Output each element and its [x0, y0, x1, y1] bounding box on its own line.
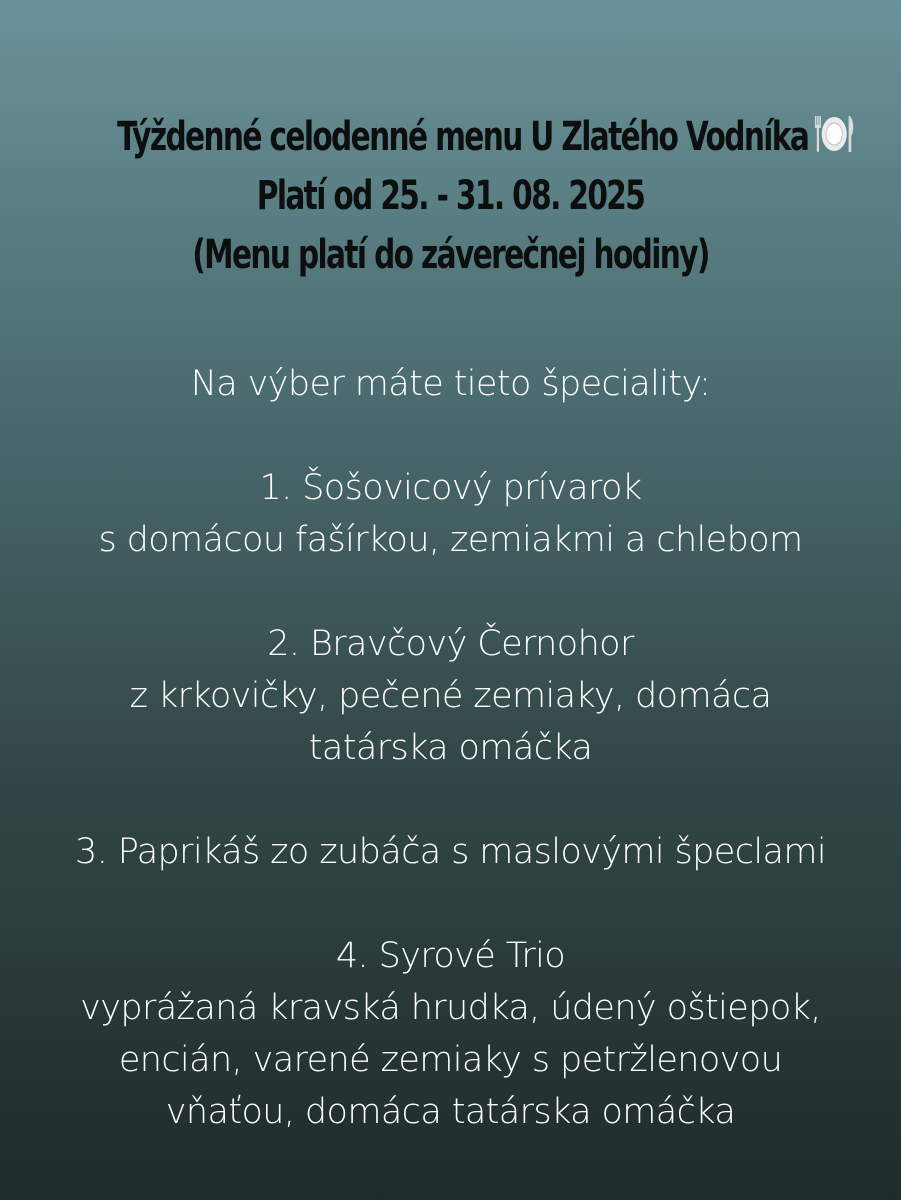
- fork-knife-plate-icon: [813, 112, 856, 156]
- menu-item-2: [0, 618, 901, 774]
- intro-text: Na výber máte tieto špeciality:: [190, 364, 711, 404]
- menu-item-desc: tatárska omáčka: [308, 728, 593, 768]
- title-text: Týždenné celodenné menu U Zlatého Vodníka: [117, 114, 809, 160]
- menu-item-3: [0, 826, 901, 878]
- menu-title-block: [0, 108, 901, 285]
- menu-content: [0, 358, 901, 1138]
- menu-item-name: 4. Syrové Trio: [335, 936, 566, 976]
- menu-item-4: [0, 930, 901, 1138]
- menu-item-name: 1. Šošovicový prívarok: [259, 468, 642, 508]
- title-line-3: (Menu platí do záverečnej hodiny): [192, 232, 709, 278]
- title-line-2: Platí od 25. - 31. 08. 2025: [256, 173, 645, 219]
- menu-item-1: [0, 462, 901, 566]
- menu-item-desc: vyprážaná kravská hrudka, údený oštiepok,: [80, 988, 821, 1028]
- menu-item-desc: encián, varené zemiaky s petržlenovou: [118, 1040, 783, 1080]
- menu-item-name: 2. Bravčový Černohor: [267, 624, 634, 664]
- menu-item-desc: vňaťou, domáca tatárska omáčka: [165, 1092, 736, 1132]
- menu-item-desc: s domácou fašírkou, zemiakmi a chlebom: [98, 520, 803, 560]
- title-line-1: [117, 108, 809, 167]
- menu-item-desc: z krkovičky, pečené zemiaky, domáca: [129, 676, 772, 716]
- menu-item-name: 3. Paprikáš zo zubáča s maslovými špeclami: [75, 832, 826, 872]
